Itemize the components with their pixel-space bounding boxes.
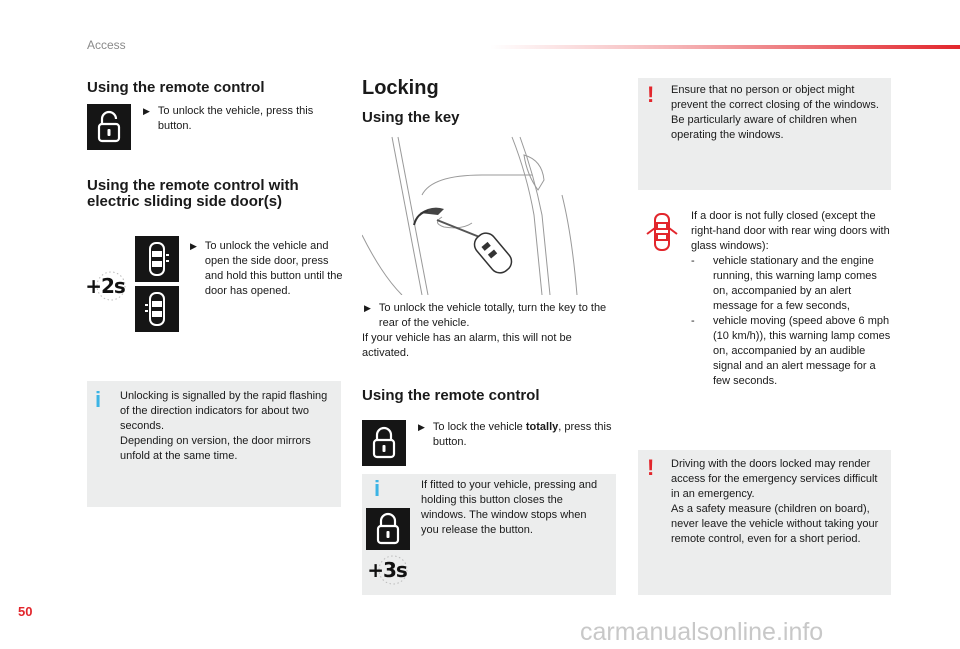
bullet-icon: ▶ [364,303,371,313]
remote-control-heading: Using the remote control [87,79,265,96]
lock-instruction [418,420,616,450]
window-warning-text: Ensure that no person or object might prevent the correct closing of the windows. Be particularly aware of children when operating the windows. [671,84,879,141]
list-item [691,314,891,389]
condition-text: vehicle moving (speed above 6 mph (10 km/h)), this warning lamp comes on, accompanied by an audible signal and an alert message for a few seconds. [713,315,891,387]
key-unlock-text: To unlock the vehicle totally, turn the key to the rear of the vehicle. [378,302,607,329]
key-door-illustration [362,135,612,295]
bullet-icon: ▶ [190,241,197,251]
exclamation-icon: ! [647,455,655,480]
door-open-intro: If a door is not fully closed (except the right-hand door with rear wing doors with glass windows): [691,210,890,252]
window-close-info-panel [362,474,616,595]
window-close-info-text: If fitted to your vehicle, pressing and holding this button closes the windows. The window stops when you release the button. [421,479,598,536]
door-open-warning-icon [643,212,681,252]
key-in-door-icon [362,135,612,295]
section-title: Access [87,38,126,52]
key-unlock-instruction [364,301,616,331]
timer-2s-label: +2s [85,274,125,298]
header-accent-bar [490,45,960,49]
middle-remote-heading: Using the remote control [362,387,540,404]
locking-heading: Locking [362,77,439,99]
alarm-note: If your vehicle has an alarm, this will not be activated. [362,332,572,359]
info-icon: i [95,387,102,412]
sliding-unlock-instruction [190,239,345,299]
lock-text [433,420,616,450]
dash-icon: - [691,315,695,327]
info-icon: i [374,476,381,501]
sliding-door-icon [142,241,172,277]
lock-text-bold: totally [525,421,559,433]
door-open-warning-lamp [643,212,681,252]
sliding-door-icon [142,291,172,327]
unlock-info-panel [87,381,341,507]
condition-text: vehicle stationary and the engine running, this warning lamp comes on, accompanied by an alert message for a few seconds, [713,255,877,312]
window-warning-panel [638,78,891,190]
sliding-unlock-text: To unlock the vehicle and open the side door, press and hold this button until the door has opened. [204,240,343,297]
lock-button-illustration [362,420,406,466]
unlock-info-text: Unlocking is signalled by the rapid flashing of the direction indicators for about two seconds. Depending on version, the door mirrors unfold at the same time. [120,390,328,462]
timer-2s [82,266,128,306]
timer-3s-label: +3s [367,558,407,582]
exclamation-icon: ! [647,82,655,107]
locked-doors-warning-text: Driving with the doors locked may render access for the emergency services difficult in an emergency. As a safety measure (children on board), never leave the vehicle without taking your remote control, even for a short period. [671,458,879,545]
using-key-heading: Using the key [362,109,460,126]
lock-text-end: , press this button. [432,421,612,448]
remote-unlock-instruction [143,104,343,134]
sliding-door-heading: Using the remote control with electric sliding side door(s) [87,177,299,210]
sliding-door-button-illustration-top [135,236,179,282]
remote-unlock-text: To unlock the vehicle, press this button. [157,105,314,132]
timer-3s [364,550,410,590]
watermark: carmanualsonline.info [580,618,824,646]
locked-doors-warning-panel [638,450,891,595]
list-item [691,254,891,314]
bullet-icon: ▶ [418,422,425,432]
lock-icon [371,426,397,460]
lock-text-start: To lock the vehicle [432,421,526,433]
lock-icon [375,512,401,546]
unlock-icon [96,110,122,144]
dash-icon: - [691,255,695,267]
door-open-conditions [691,254,891,389]
sliding-door-button-illustration-bottom [135,286,179,332]
lock-button-illustration [366,508,410,550]
unlock-button-illustration [87,104,131,150]
page-number: 50 [18,604,33,619]
bullet-icon: ▶ [143,106,150,116]
